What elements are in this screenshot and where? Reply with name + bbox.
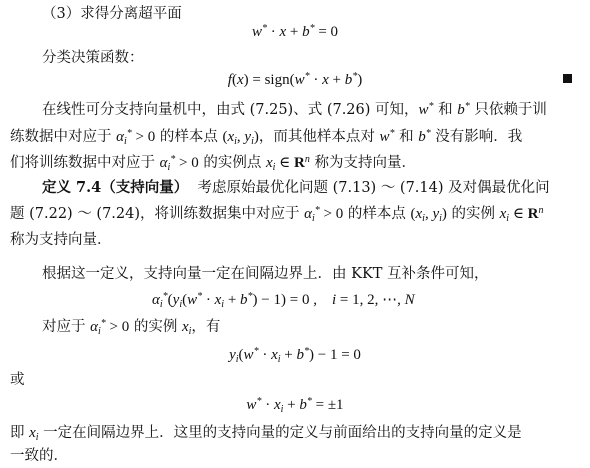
equation-decision-function: f(x) = sign(w* · x + b*)	[227, 71, 363, 88]
definition-label: 定义 7.4（支持向量）	[42, 179, 189, 196]
definition-7-4-line-1: 定义 7.4（支持向量） 考虑原始最优化问题 (7.13) ～ (7.14) 及对偶最优化问	[42, 179, 550, 196]
paragraph-1-line-2: 练数据中对应于 $\alpha_i^* > 0$ 的样本点 ($x_i$, $y_i$)，而其他样本点对 w* 和 b* 没有影响．我	[10, 128, 523, 147]
paragraph-1-line-1: 在线性可分支持向量机中，由式 (7.25)、式 (7.26) 可知，w* 和 b* 只依赖于训	[42, 101, 547, 118]
definition-7-4-line-2: 题 (7.22) ～ (7.24)，将训练数据集中对应于 $\alpha_i^* > 0$ 的样本点 ($x_i$, $y_i$) 的实例 $x_i$ ∈ $R^n$	[10, 205, 544, 224]
or-label: 或	[10, 372, 25, 388]
equation-kkt: $\alpha_i^*(y_i(w^* \cdot x_i + b^*) - 1) = 0$ , i = 1, 2, ⋯, N	[152, 291, 415, 310]
paragraph-2: 根据这一定义，支持向量一定在间隔边界上．由 KKT 互补条件可知，	[42, 266, 489, 282]
section-heading: （3）求得分离超平面	[42, 6, 182, 22]
qed-square-icon	[563, 74, 572, 83]
equation-hyperplane: w* · x + b* = 0	[251, 23, 339, 40]
paragraph-1-line-3: 们将训练数据中对应于 $\alpha_i^* > 0$ 的实例点 $x_i$ ∈ $R^n$ 称为支持向量．	[10, 154, 416, 173]
paragraph-4-line-2: 一致的．	[10, 448, 68, 464]
paragraph-3: 对应于 $\alpha_i^* > 0$ 的实例 $x_i$，有	[42, 318, 221, 337]
equation-support-vector: $y_i(w^* \cdot x_i + b^*) - 1 = 0$	[229, 346, 361, 365]
paragraph-4-line-1: 即 $x_i$ 一定在间隔边界上．这里的支持向量的定义与前面给出的支持向量的定义是	[10, 425, 522, 443]
definition-7-4-line-3: 称为支持向量．	[10, 232, 112, 248]
equation-margin-boundary: $w^* \cdot x_i + b^* = \pm 1$	[246, 396, 344, 415]
decision-function-label: 分类决策函数：	[42, 50, 144, 66]
